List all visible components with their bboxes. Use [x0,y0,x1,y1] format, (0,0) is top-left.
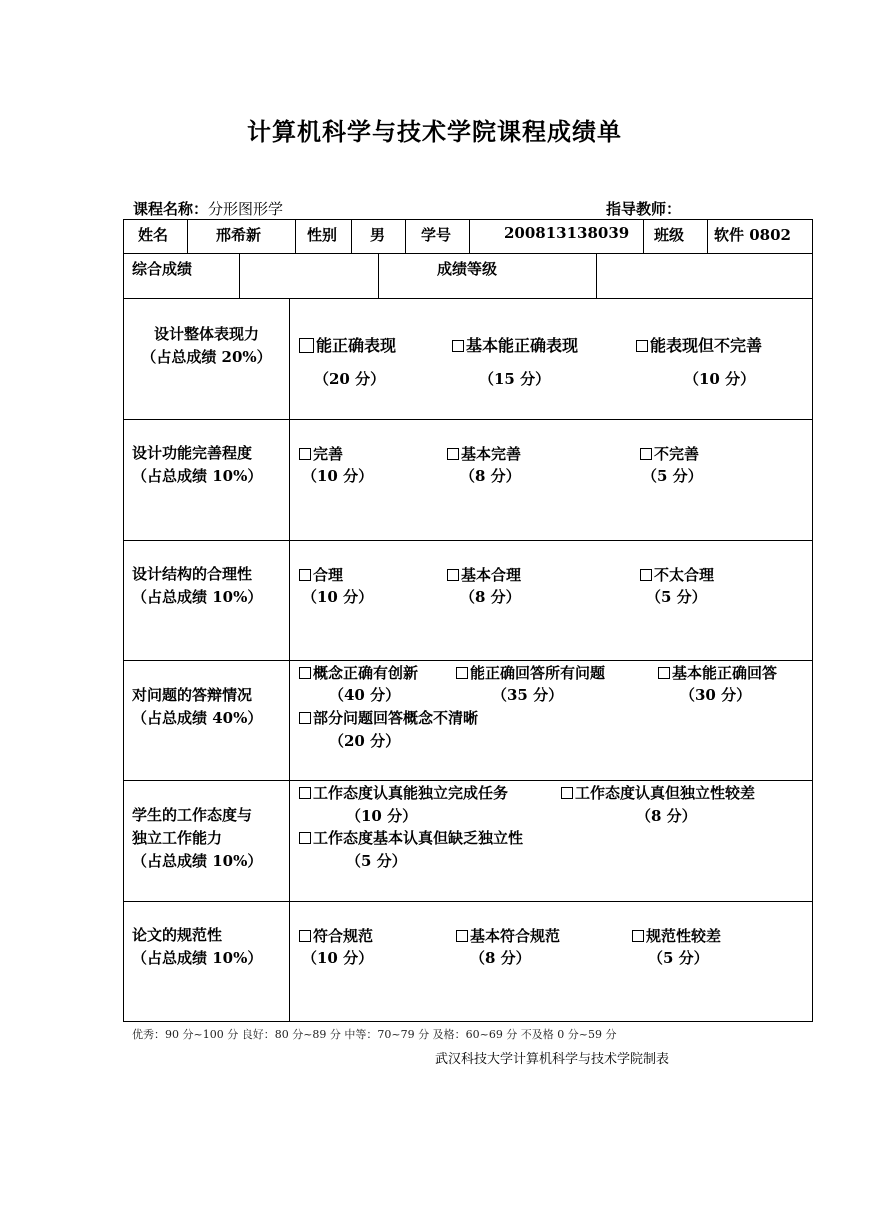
option-checkbox[interactable]: 基本符合规范 [456,925,560,947]
criterion-name: 对问题的答辩情况 （占总成绩 40%） [132,686,263,727]
total-score-label: 综合成绩 [132,260,193,278]
student-id-label: 学号 [421,226,452,244]
option-score: （5 分） [646,588,707,606]
option-checkbox[interactable]: 工作态度认真但独立性较差 [561,782,755,804]
option-score: （15 分） [479,370,551,388]
student-info-row [123,219,813,254]
checkbox-icon [658,667,670,679]
option-score: （8 分） [460,467,521,485]
option-score: （30 分） [680,686,752,704]
option-score: （5 分） [642,467,703,485]
option-score: （10 分） [302,467,374,485]
option-score: （20 分） [329,732,401,750]
checkbox-icon [561,787,573,799]
criterion-name: 设计结构的合理性 （占总成绩 10%） [132,565,263,606]
option-score: （8 分） [460,588,521,606]
teacher-label: 指导教师： [606,200,682,218]
checkbox-icon [299,832,311,844]
option-checkbox[interactable]: 概念正确有创新 [299,662,418,684]
course-value: 分形图形学 [208,200,284,218]
checkbox-icon [456,667,468,679]
option-checkbox[interactable]: 能表现但不完善 [636,335,762,357]
checkbox-icon [299,338,314,353]
option-checkbox[interactable]: 能正确回答所有问题 [456,662,605,684]
option-checkbox[interactable]: 基本能正确回答 [658,662,777,684]
checkbox-icon [299,667,311,679]
grading-scale-note: 优秀：90 分~100 分 良好：80 分~89 分 中等：70~79 分 及格：60~69 分 不及格 0 分~59 分 [132,1028,617,1041]
criteria-table [123,298,813,1022]
criterion-name: 设计整体表现力 （占总成绩 20%） [141,325,272,366]
course-label: 课程名称： [133,200,209,218]
option-score: （5 分） [346,852,407,870]
option-checkbox[interactable]: 规范性较差 [632,925,721,947]
teacher-line [606,198,681,219]
option-score: （10 分） [302,588,374,606]
option-checkbox[interactable]: 能正确表现 [299,335,396,357]
checkbox-icon [299,569,311,581]
checkbox-icon [640,448,652,460]
course-line [133,198,283,219]
option-score: （10 分） [346,807,418,825]
criterion-name: 学生的工作态度与 独立工作能力 （占总成绩 10%） [132,806,263,870]
checkbox-icon [452,340,464,352]
option-checkbox[interactable]: 部分问题回答概念不清晰 [299,707,478,729]
name-value: 邢希新 [216,226,262,244]
checkbox-icon [299,930,311,942]
checkbox-icon [640,569,652,581]
checkbox-icon [632,930,644,942]
option-checkbox[interactable]: 不太合理 [640,564,714,586]
gender-value: 男 [370,226,386,244]
option-score: （8 分） [636,807,697,825]
option-score: （5 分） [648,949,709,967]
option-score: （20 分） [314,370,386,388]
checkbox-icon [447,448,459,460]
grade-level-label: 成绩等级 [437,260,498,278]
student-id-value: 200813138039 [504,224,630,242]
checkbox-icon [636,340,648,352]
class-label: 班级 [654,226,685,244]
option-score: （10 分） [684,370,756,388]
option-checkbox[interactable]: 基本能正确表现 [452,335,578,357]
option-score: （35 分） [492,686,564,704]
option-checkbox[interactable]: 符合规范 [299,925,373,947]
option-score: （8 分） [470,949,531,967]
option-checkbox[interactable]: 不完善 [640,443,699,465]
option-checkbox[interactable]: 基本合理 [447,564,521,586]
checkbox-icon [299,712,311,724]
summary-row [123,253,813,299]
option-checkbox[interactable]: 完善 [299,443,343,465]
checkbox-icon [456,930,468,942]
option-checkbox[interactable]: 基本完善 [447,443,521,465]
option-checkbox[interactable]: 工作态度认真能独立完成任务 [299,782,508,804]
option-score: （40 分） [329,686,401,704]
criterion-name: 设计功能完善程度 （占总成绩 10%） [132,444,263,485]
class-value: 软件 0802 [714,226,791,244]
page-title: 计算机科学与技术学院课程成绩单 [247,117,622,146]
name-label: 姓名 [138,226,169,244]
option-checkbox[interactable]: 工作态度基本认真但缺乏独立性 [299,827,523,849]
checkbox-icon [299,787,311,799]
option-score: （10 分） [302,949,374,967]
issuer-note: 武汉科技大学计算机科学与技术学院制表 [435,1052,670,1067]
criterion-name: 论文的规范性 （占总成绩 10%） [132,926,263,967]
option-checkbox[interactable]: 合理 [299,564,343,586]
checkbox-icon [447,569,459,581]
checkbox-icon [299,448,311,460]
gender-label: 性别 [307,226,338,244]
